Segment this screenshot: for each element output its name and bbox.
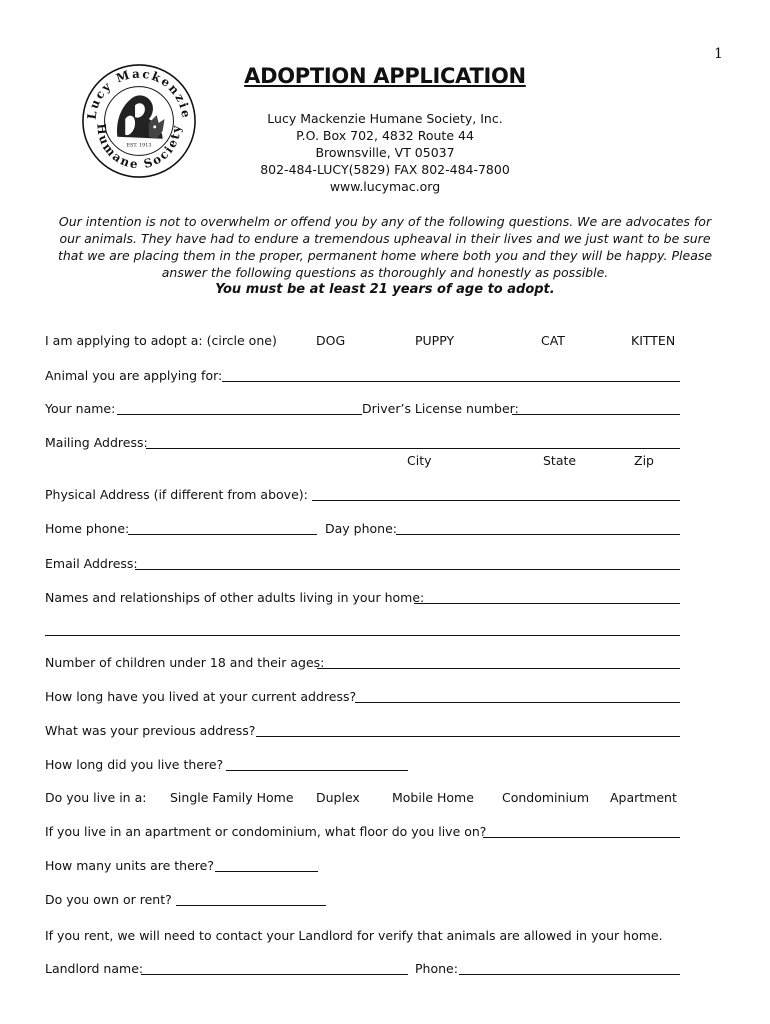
org-phone: 802-484-LUCY(5829) FAX 802-484-7800 bbox=[260, 162, 510, 177]
email-field[interactable] bbox=[135, 569, 680, 570]
logo-arc-top: Lucy Mackenzie bbox=[84, 66, 194, 121]
name-label: Your name: bbox=[45, 401, 116, 416]
email-label: Email Address: bbox=[45, 556, 138, 571]
floor-field[interactable] bbox=[483, 837, 680, 838]
home-phone-field[interactable] bbox=[128, 534, 317, 535]
dog-cat-illustration bbox=[117, 95, 165, 138]
org-name: Lucy Mackenzie Humane Society, Inc. bbox=[267, 111, 503, 126]
license-field[interactable] bbox=[512, 414, 680, 415]
animal-field[interactable] bbox=[222, 381, 680, 382]
own-rent-label: Do you own or rent? bbox=[45, 892, 172, 907]
org-website: www.lucymac.org bbox=[329, 179, 441, 194]
license-label: Driver’s License number: bbox=[362, 401, 519, 416]
physical-label: Physical Address (if different from above): bbox=[45, 487, 308, 502]
page-title: ADOPTION APPLICATION bbox=[244, 64, 526, 88]
option-puppy[interactable]: PUPPY bbox=[415, 333, 455, 348]
option-cat[interactable]: CAT bbox=[541, 333, 565, 348]
units-label: How many units are there? bbox=[45, 858, 214, 873]
own-rent-field[interactable] bbox=[176, 905, 326, 906]
previous-label: What was your previous address? bbox=[45, 723, 256, 738]
animal-label: Animal you are applying for: bbox=[45, 368, 223, 383]
mailing-label: Mailing Address: bbox=[45, 435, 148, 450]
rent-note: If you rent, we will need to contact your Landlord for verify that animals are allowed in your home. bbox=[45, 928, 663, 943]
day-phone-label: Day phone: bbox=[325, 521, 397, 536]
adults-label: Names and relationships of other adults living in your home: bbox=[45, 590, 425, 605]
home-phone-label: Home phone: bbox=[45, 521, 130, 536]
option-kitten[interactable]: KITTEN bbox=[631, 333, 676, 348]
humane-society-logo bbox=[80, 62, 198, 180]
adults-field-2[interactable] bbox=[45, 635, 680, 636]
city-caption: City bbox=[407, 453, 432, 468]
option-apartment[interactable]: Apartment bbox=[610, 790, 677, 805]
option-duplex[interactable]: Duplex bbox=[316, 790, 360, 805]
landlord-label: Landlord name: bbox=[45, 961, 144, 976]
landlord-field[interactable] bbox=[141, 974, 408, 975]
age-requirement: You must be at least 21 years of age to adopt. bbox=[215, 282, 555, 297]
applying-label: I am applying to adopt a: (circle one) bbox=[45, 333, 277, 348]
units-field[interactable] bbox=[215, 871, 318, 872]
previous-how-long-label: How long did you live there? bbox=[45, 757, 224, 772]
option-condominium[interactable]: Condominium bbox=[502, 790, 590, 805]
mailing-field[interactable] bbox=[146, 448, 680, 449]
day-phone-field[interactable] bbox=[396, 534, 680, 535]
name-field[interactable] bbox=[117, 414, 362, 415]
org-city: Brownsville, VT 05037 bbox=[315, 145, 455, 160]
adults-field[interactable] bbox=[414, 603, 680, 604]
logo-established: EST. 1913 bbox=[126, 142, 152, 149]
landlord-phone-label: Phone: bbox=[415, 961, 458, 976]
logo-arc-bottom: Humane Society bbox=[94, 122, 184, 172]
children-field[interactable] bbox=[317, 668, 680, 669]
previous-field[interactable] bbox=[256, 736, 680, 737]
how-long-label: How long have you lived at your current address? bbox=[45, 689, 357, 704]
org-address: P.O. Box 702, 4832 Route 44 bbox=[296, 128, 474, 143]
how-long-field[interactable] bbox=[355, 702, 680, 703]
option-single-family[interactable]: Single Family Home bbox=[170, 790, 294, 805]
previous-how-long-field[interactable] bbox=[226, 770, 408, 771]
option-mobile-home[interactable]: Mobile Home bbox=[392, 790, 474, 805]
zip-caption: Zip bbox=[634, 453, 654, 468]
page-number: 1 bbox=[714, 46, 723, 62]
floor-label: If you live in an apartment or condominium, what floor do you live on? bbox=[45, 824, 487, 839]
physical-field[interactable] bbox=[312, 500, 680, 501]
state-caption: State bbox=[543, 453, 577, 468]
children-label: Number of children under 18 and their ages: bbox=[45, 655, 325, 670]
option-dog[interactable]: DOG bbox=[316, 333, 346, 348]
landlord-phone-field[interactable] bbox=[459, 974, 680, 975]
live-in-label: Do you live in a: bbox=[45, 790, 147, 805]
intro-paragraph: Our intention is not to overwhelm or offend you by any of the following questions. We are advocates for our animals. They have had to endure a tremendous upheaval in their lives and we just want to be sure that we are placing them in the proper, permanent home where both you and they will be happy. Please answer the following questions as thoroughly and honestly as possible. bbox=[57, 214, 713, 280]
